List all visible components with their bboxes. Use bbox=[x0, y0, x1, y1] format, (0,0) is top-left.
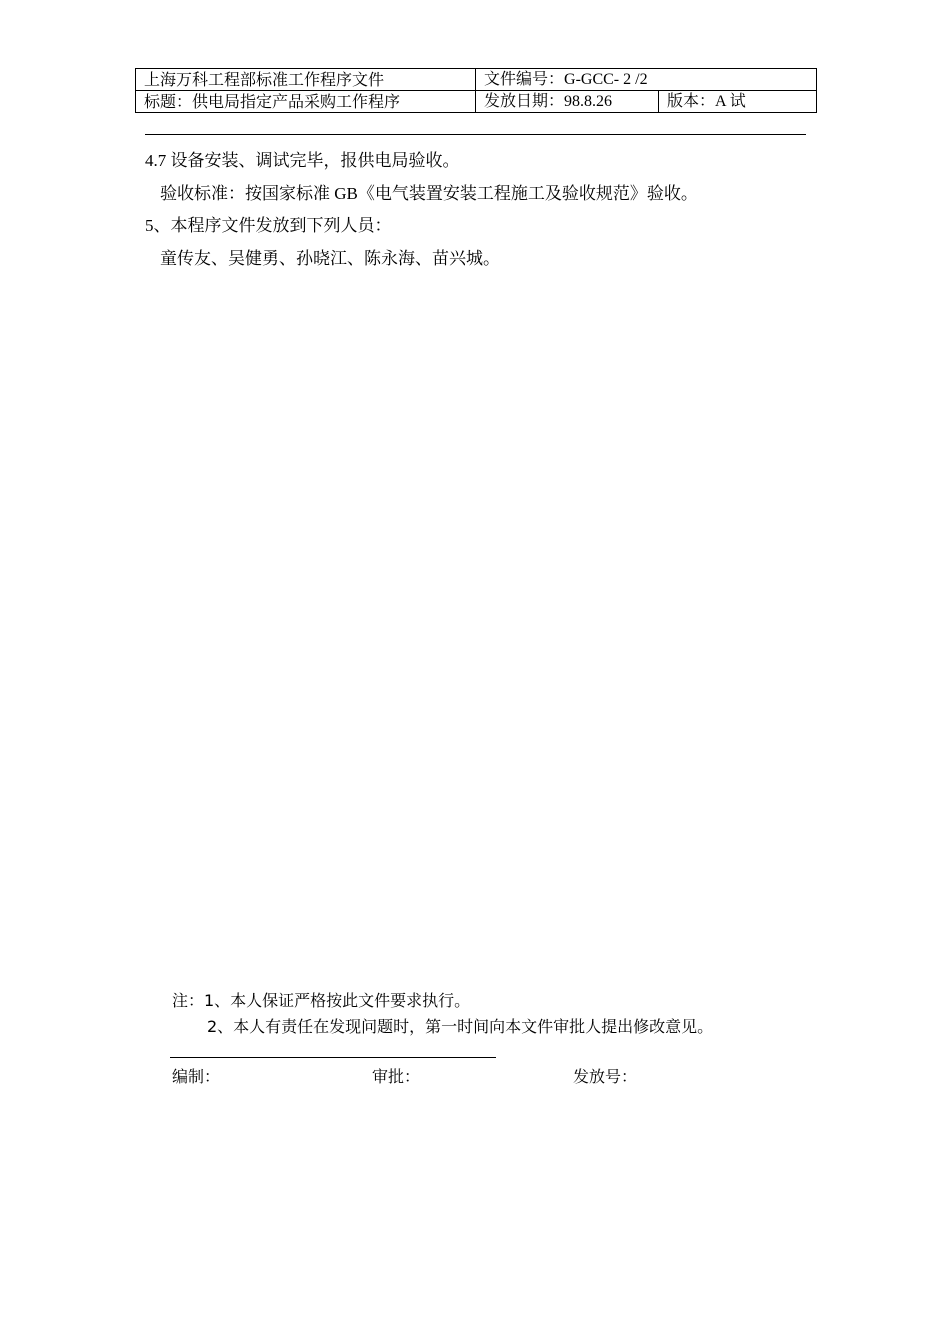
doc-number-cell bbox=[476, 69, 817, 91]
signature-divider bbox=[170, 1057, 496, 1058]
title-label: 标题： bbox=[144, 91, 193, 111]
note-line-2: 2、本人有责任在发现问题时，第一时间向本文件审批人提出修改意见。 bbox=[207, 1017, 714, 1036]
body-line-distribution: 5、本程序文件发放到下列人员： bbox=[145, 216, 392, 235]
doc-type: 上海万科工程部标准工作程序文件 bbox=[144, 69, 385, 89]
approved-by-label: 审批： bbox=[372, 1067, 421, 1086]
issue-date-cell bbox=[476, 91, 659, 113]
version-value: A 试 bbox=[715, 93, 746, 110]
note-line-1: 注：1、本人保证严格按此文件要求执行。 bbox=[172, 991, 471, 1010]
doc-type-cell bbox=[136, 69, 476, 91]
doc-number-label: 文件编号： bbox=[484, 69, 565, 88]
issue-date-label: 发放日期： bbox=[484, 91, 565, 110]
title-cell bbox=[136, 91, 476, 113]
body-line-recipients: 童传友、吴健勇、孙晓江、陈永海、苗兴城。 bbox=[160, 249, 500, 268]
header-divider bbox=[145, 134, 806, 135]
body-line-4-7: 4.7 设备安装、调试完毕，报供电局验收。 bbox=[145, 151, 460, 170]
version-cell bbox=[659, 91, 817, 113]
issue-number-label: 发放号： bbox=[573, 1067, 638, 1086]
header-row-1 bbox=[136, 69, 817, 91]
document-header-table bbox=[135, 68, 817, 113]
issue-date-value: 98.8.26 bbox=[564, 93, 613, 110]
version-label: 版本： bbox=[667, 91, 716, 110]
compiled-by-label: 编制： bbox=[172, 1067, 221, 1086]
doc-number-value: G-GCC- 2 /2 bbox=[564, 71, 648, 88]
title-value: 供电局指定产品采购工作程序 bbox=[192, 91, 401, 111]
body-line-acceptance-standard: 验收标准：按国家标准 GB《电气装置安装工程施工及验收规范》验收。 bbox=[160, 184, 698, 203]
header-row-2 bbox=[136, 91, 817, 113]
